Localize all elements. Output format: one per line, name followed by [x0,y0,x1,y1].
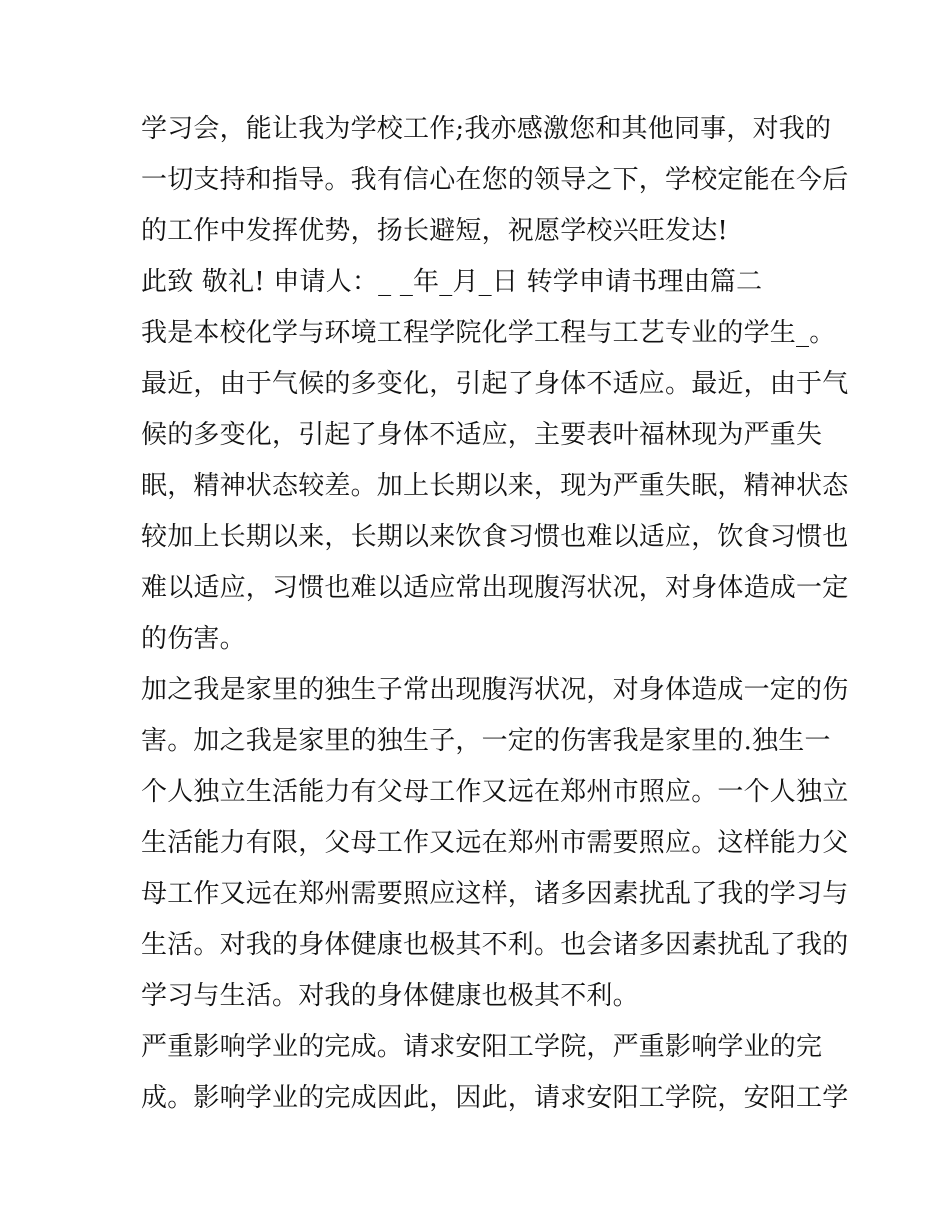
text-line: 较加上长期以来，长期以来饮食习惯也难以适应，饮食习惯也 [141,522,849,552]
text-line: 害。加之我是家里的独生子，一定的伤害我是家里的.独生一 [141,726,831,756]
text-line: 成。影响学业的完成因此，因此，请求安阳工学院，安阳工学 [141,1083,849,1113]
text-line: 最近，由于气候的多变化，引起了身体不适应。最近，由于气 [141,369,849,399]
text-line: 个人独立生活能力有父母工作又远在郑州市照应。一个人独立 [141,777,849,807]
text-line: 候的多变化，引起了身体不适应，主要表叶福林现为严重失 [141,420,823,450]
text-line: 一切支持和指导。我有信心在您的领导之下，学校定能在今后 [141,165,849,195]
letter-body [141,104,849,1124]
text-line: 严重影响学业的完成。请求安阳工学院，严重影响学业的完 [141,1032,823,1062]
text-line: 难以适应，习惯也难以适应常出现腹泻状况，对身体造成一定 [141,573,849,603]
text-line: 生活。对我的身体健康也极其不利。也会诸多因素扰乱了我的 [141,930,849,960]
text-line: 学习会，能让我为学校工作;我亦感激您和其他同事，对我的 [141,114,832,144]
text-line: 的工作中发挥优势，扬长避短，祝愿学校兴旺发达! [141,216,729,246]
text-line: 母工作又远在郑州需要照应这样，诸多因素扰乱了我的学习与 [141,879,849,909]
text-line: 生活能力有限，父母工作又远在郑州市需要照应。这样能力父 [141,828,849,858]
text-line: 的伤害。 [141,624,246,654]
text-line: 学习与生活。对我的身体健康也极其不利。 [141,981,639,1011]
text-line: 我是本校化学与环境工程学院化学工程与工艺专业的学生_。 [141,318,836,348]
text-line: 加之我是家里的独生子常出现腹泻状况，对身体造成一定的伤 [141,675,849,705]
text-line: 眠，精神状态较差。加上长期以来，现为严重失眠，精神状态 [141,471,849,501]
text-line: 此致 敬礼! 申请人：_ _年_月_日 转学申请书理由篇二 [141,267,763,297]
